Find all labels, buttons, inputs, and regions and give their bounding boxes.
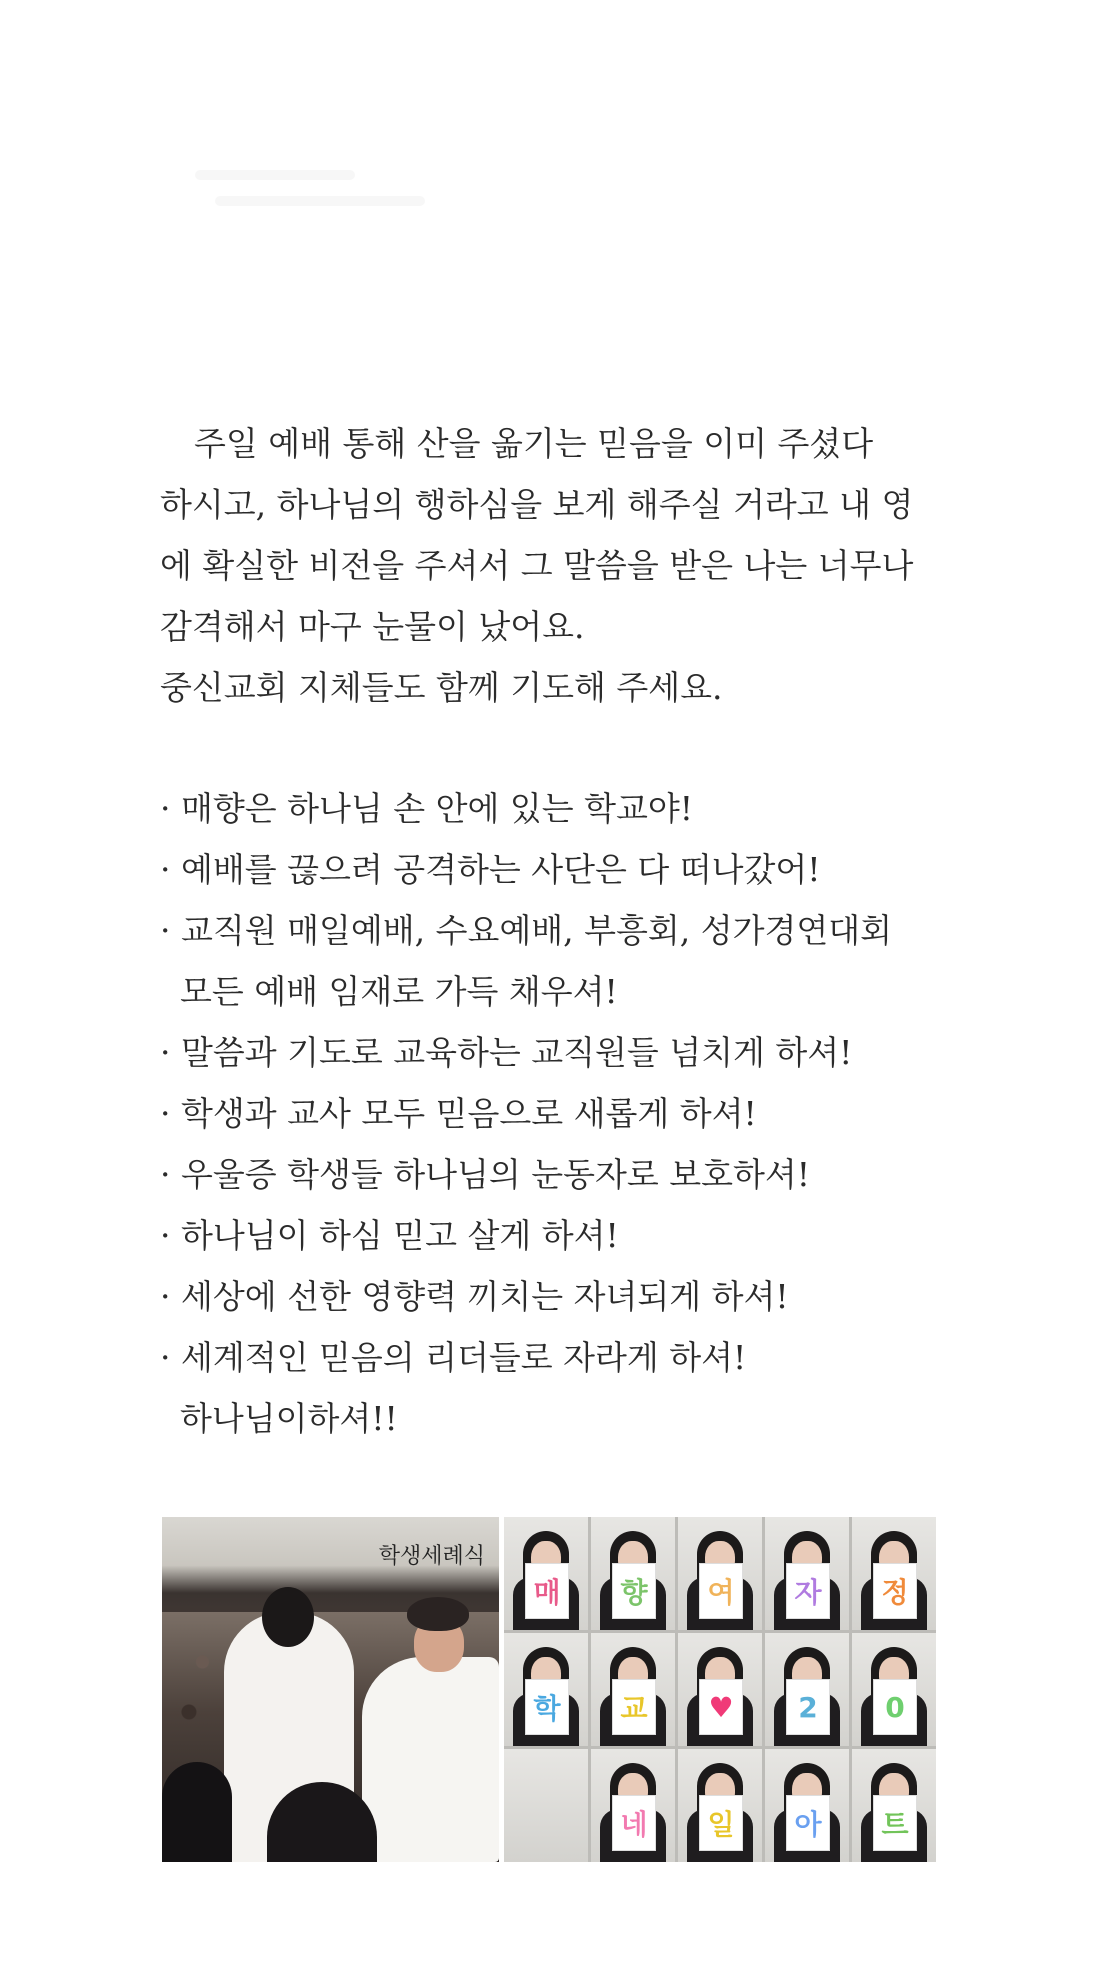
letter-card: 일 bbox=[699, 1795, 743, 1851]
student-cell bbox=[504, 1749, 588, 1862]
faded-header-decoration bbox=[195, 170, 435, 230]
minister-hair bbox=[407, 1597, 469, 1631]
paragraph-line: 감격해서 마구 눈물이 났어요. bbox=[160, 607, 585, 646]
student-cell bbox=[591, 1633, 675, 1746]
letter-card: 매 bbox=[525, 1563, 569, 1619]
student-cell bbox=[504, 1633, 588, 1746]
paragraph-line: 중신교회 지체들도 함께 기도해 주세요. bbox=[160, 668, 723, 707]
letter-card: 교 bbox=[612, 1679, 656, 1735]
letter-card: 아 bbox=[786, 1795, 830, 1851]
prayer-list bbox=[160, 778, 940, 1449]
prayer-item: · 교직원 매일예배, 수요예배, 부흥회, 성가경연대회 bbox=[160, 911, 892, 950]
prayer-item: · 하나님이 하심 믿고 살게 하셔! bbox=[160, 1216, 619, 1255]
student-cell bbox=[765, 1517, 849, 1630]
prayer-item: · 말씀과 기도로 교육하는 교직원들 넘치게 하셔! bbox=[160, 1033, 853, 1072]
student-cell bbox=[678, 1633, 762, 1746]
photo-row bbox=[162, 1517, 936, 1862]
prayer-item-continuation: 모든 예배 임재로 가득 채우셔! bbox=[180, 972, 618, 1011]
student-cell bbox=[765, 1749, 849, 1862]
pastor-head bbox=[262, 1587, 314, 1647]
letter-card: 0 bbox=[873, 1679, 917, 1735]
student-cell bbox=[591, 1749, 675, 1862]
letter-card: 2 bbox=[786, 1679, 830, 1735]
student-cell bbox=[852, 1517, 936, 1630]
letter-card: 학 bbox=[525, 1679, 569, 1735]
student-cell bbox=[591, 1517, 675, 1630]
prayer-item: · 학생과 교사 모두 믿음으로 새롭게 하셔! bbox=[160, 1094, 757, 1133]
paragraph-line: 하시고, 하나님의 행하심을 보게 해주실 거라고 내 영 bbox=[160, 485, 914, 524]
student-cell bbox=[852, 1633, 936, 1746]
letter-card: 자 bbox=[786, 1563, 830, 1619]
testimony-paragraph bbox=[160, 413, 940, 718]
prayer-item: · 세상에 선한 영향력 끼치는 자녀되게 하셔! bbox=[160, 1277, 789, 1316]
letter-card: 트 bbox=[873, 1795, 917, 1851]
letter-card: 여 bbox=[699, 1563, 743, 1619]
student-cell bbox=[504, 1517, 588, 1630]
prayer-item: · 우울증 학생들 하나님의 눈동자로 보호하셔! bbox=[160, 1155, 811, 1194]
minister-robe bbox=[362, 1657, 499, 1862]
paragraph-line: 에 확실한 비전을 주셔서 그 말씀을 받은 나는 너무나 bbox=[160, 546, 914, 585]
letter-card: 정 bbox=[873, 1563, 917, 1619]
photo-caption: 학생세례식 bbox=[378, 1544, 485, 1569]
student-cell bbox=[852, 1749, 936, 1862]
student-photo-grid bbox=[504, 1517, 936, 1862]
students-collage-photo bbox=[504, 1517, 936, 1862]
letter-card: 네 bbox=[612, 1795, 656, 1851]
letter-card: 향 bbox=[612, 1563, 656, 1619]
student-cell bbox=[678, 1517, 762, 1630]
student-cell bbox=[678, 1749, 762, 1862]
letter-card: ♥ bbox=[699, 1679, 743, 1735]
student-cell bbox=[765, 1633, 849, 1746]
prayer-item: · 예배를 끊으려 공격하는 사단은 다 떠나갔어! bbox=[160, 850, 821, 889]
student-head bbox=[162, 1762, 232, 1862]
paragraph-line: 주일 예배 통해 산을 옮기는 믿음을 이미 주셨다 bbox=[194, 424, 874, 463]
article-body bbox=[160, 413, 940, 1449]
prayer-closing: 하나님이하셔!! bbox=[180, 1399, 398, 1438]
prayer-item: · 세계적인 믿음의 리더들로 자라게 하셔! bbox=[160, 1338, 747, 1377]
prayer-item: · 매향은 하나님 손 안에 있는 학교야! bbox=[160, 789, 693, 828]
baptism-photo bbox=[162, 1517, 499, 1862]
